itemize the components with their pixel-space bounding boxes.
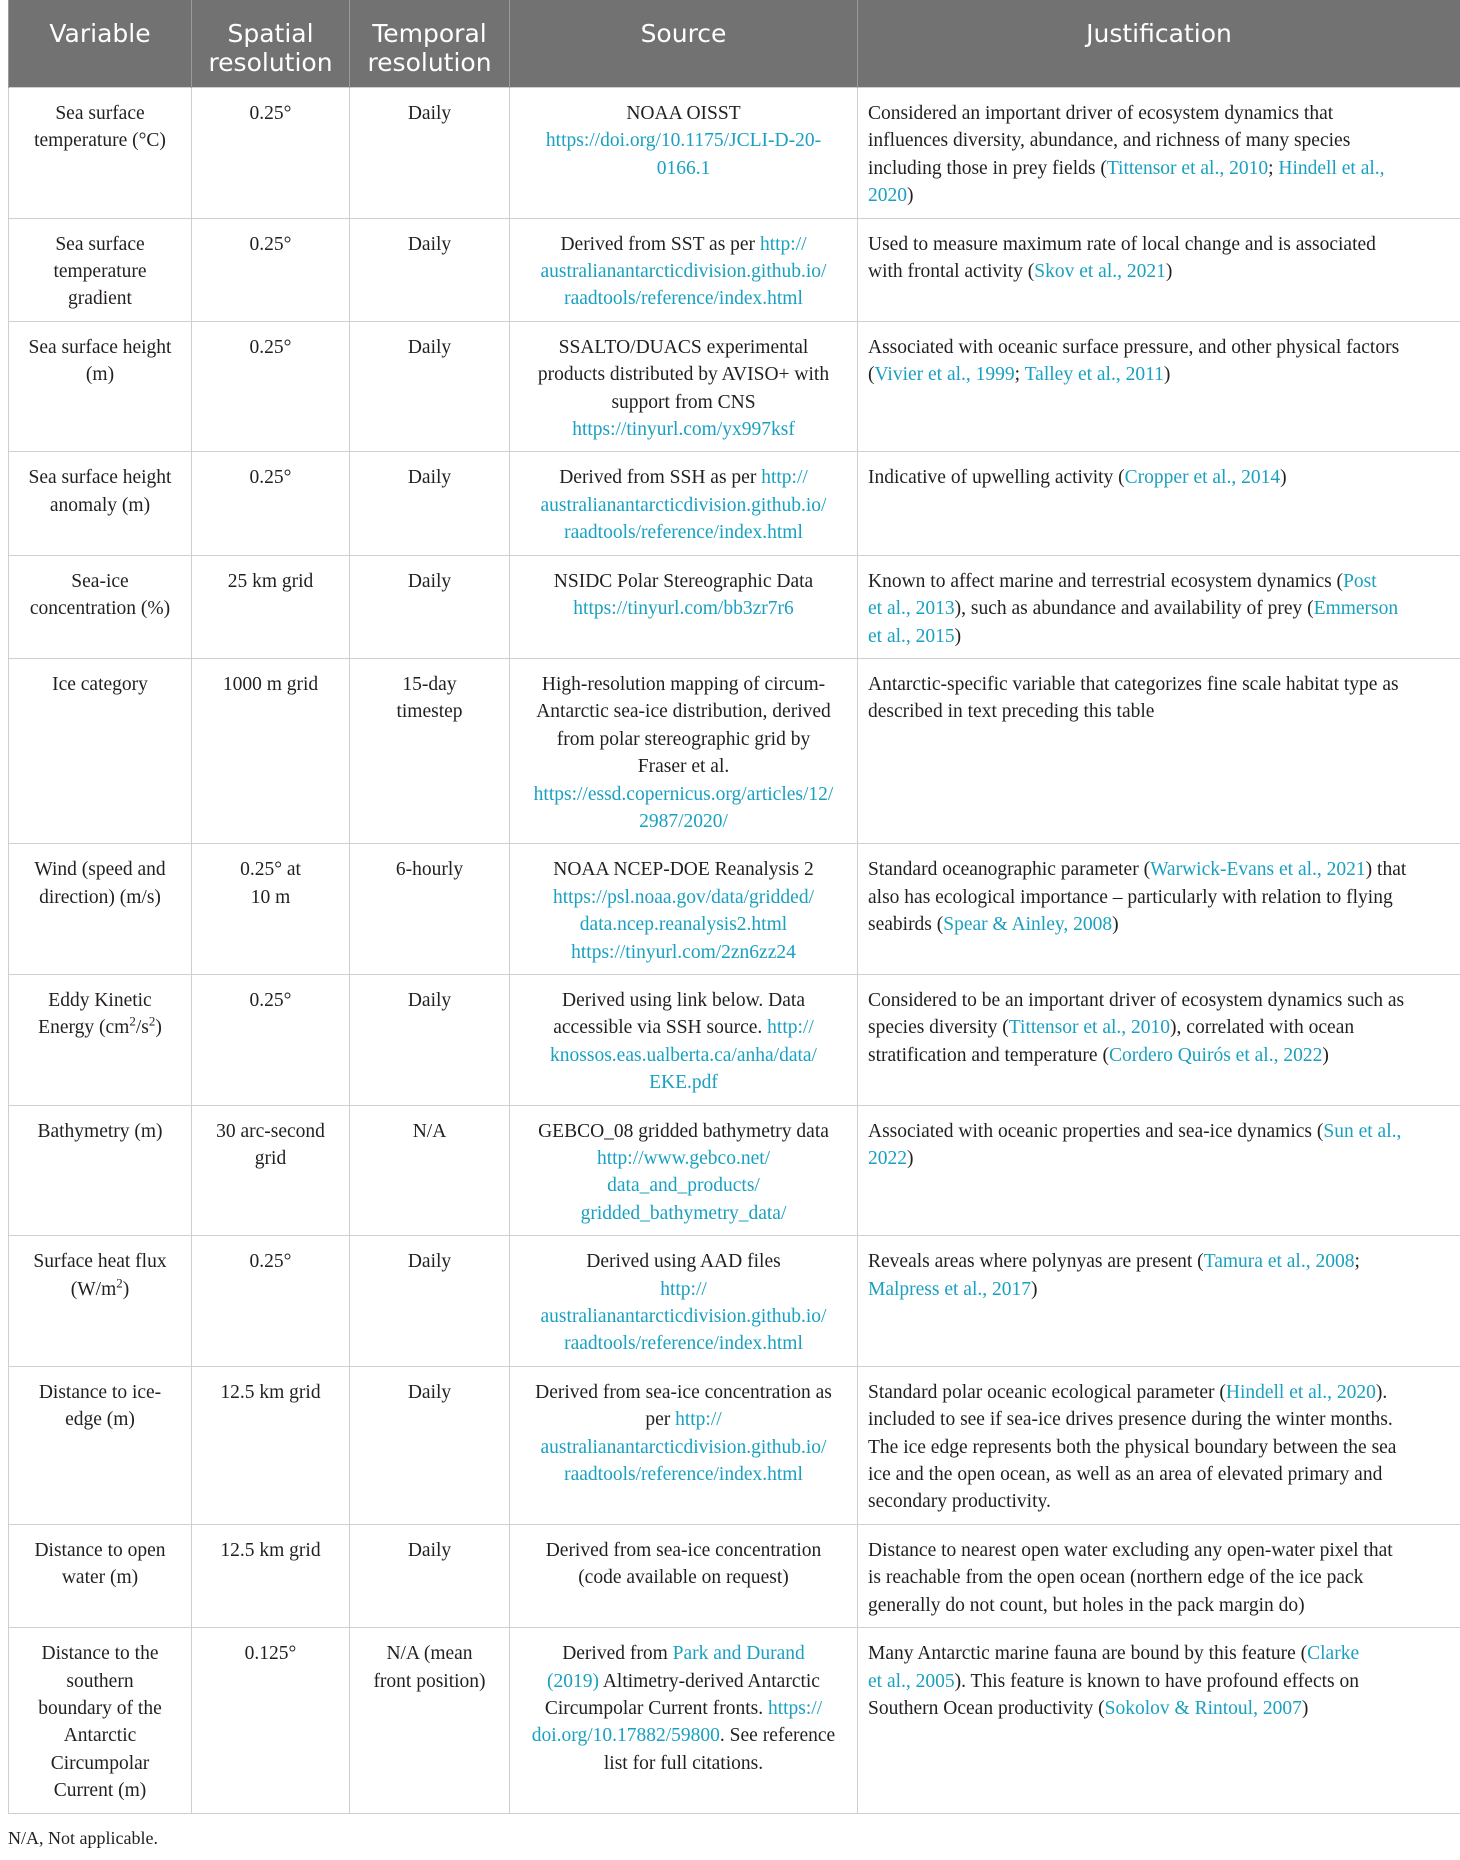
cell-source [510,555,858,658]
cell-spatial-resolution: 0.25° [192,1236,350,1367]
table-footnote: N/A, Not applicable. [8,1828,158,1848]
text-segment: Eddy Kinetic Energy (cm [38,989,152,1039]
text-segment: NOAA NCEP-DOE Reanalysis 2 [553,859,814,881]
text-segment: ) [954,625,962,647]
cell-variable [9,88,192,219]
cell-justification [858,1105,1460,1236]
link[interactable]: Vivier et al., 1999 [874,364,1015,386]
cell-variable [9,658,192,843]
cell-spatial-resolution: 12.5 km grid [192,1366,350,1524]
text-segment: ). included to see if sea-ice drives presence during the winter months. The ice edge represents both the physical boundary between the sea ice and the open ocean, as well as an area of elevated primary and secondary productivity. [868,1381,1397,1513]
cell-justification [858,844,1460,975]
column-header-justification: Justification [858,0,1460,88]
text-segment: SSALTO/DUACS experimental products distributed by AVISO+ with support from CNS [537,336,830,413]
cell-temporal-resolution: Daily [350,452,510,555]
cell-variable [9,974,192,1105]
cell-justification [858,452,1460,555]
cell-justification [858,321,1460,452]
cell-temporal-resolution: N/A (mean front position) [350,1628,510,1813]
text-segment: Associated with oceanic properties and sea-ice dynamics ( [868,1120,1324,1142]
table-row [9,1524,1460,1627]
text-segment: Altimetry-derived Antarctic Circumpolar Current fronts. [544,1670,820,1719]
cell-source [510,1628,858,1813]
cell-source [510,321,858,452]
cell-temporal-resolution: N/A [350,1105,510,1236]
text-segment: ) [1280,467,1287,489]
text-segment: ) [122,1278,130,1300]
column-header-spatial-resolution: Spatial resolution [192,0,350,88]
link[interactable]: https://psl.noaa.gov/data/gridded/ data.ncep.reanalysis2.html https://tinyurl.com/2zn6zz24 [552,886,815,963]
cell-justification [858,218,1460,321]
superscript: 2 [116,1275,123,1291]
text-segment: ), correlated with ocean stratification and temperature ( [868,1017,1355,1066]
link[interactable]: Post et al., 2013 [868,570,1377,620]
link[interactable]: Emmerson et al., 2015 [868,598,1399,647]
text-segment: Distance to ice- edge (m) [38,1381,162,1431]
cell-spatial-resolution: 30 arc-second grid [192,1105,350,1236]
link[interactable]: Cropper et al., 2014 [1124,467,1281,489]
cell-spatial-resolution: 25 km grid [192,555,350,658]
text-segment: Derived from SSH as per [559,467,762,489]
table-row [9,452,1460,555]
table-row [9,88,1460,219]
link[interactable]: Talley et al., 2011 [1024,364,1164,386]
table-row [9,218,1460,321]
cell-variable [9,1366,192,1524]
link[interactable]: https://doi.org/10.1175/JCLI-D-20- 0166.1 [545,130,822,179]
variables-table [8,0,1460,1814]
cell-temporal-resolution: Daily [350,1366,510,1524]
column-header-variable: Variable [9,0,192,88]
text-segment: ) [1322,1044,1329,1066]
link[interactable]: Spear & Ainley, 2008 [943,914,1113,936]
text-segment: GEBCO_08 gridded bathymetry data [538,1120,829,1142]
cell-temporal-resolution: 15-day timestep [350,658,510,843]
text-segment: Distance to the southern boundary of the Antarctic Circumpolar Current (m) [38,1643,162,1802]
superscript: 2 [129,1013,136,1029]
table-row [9,1366,1460,1524]
cell-temporal-resolution: Daily [350,218,510,321]
cell-variable [9,1105,192,1236]
table-row [9,1105,1460,1236]
cell-source [510,452,858,555]
text-segment: NSIDC Polar Stereographic Data [553,570,814,592]
table-row [9,974,1460,1105]
cell-temporal-resolution: Daily [350,555,510,658]
cell-spatial-resolution: 0.25° [192,218,350,321]
cell-source [510,218,858,321]
cell-justification [858,555,1460,658]
cell-spatial-resolution: 0.125° [192,1628,350,1813]
cell-spatial-resolution: 1000 m grid [192,658,350,843]
text-segment: Ice category [52,673,148,695]
link[interactable]: http://www.gebco.net/ data_and_products/ gridded_bathymetry_data/ [580,1148,787,1224]
table-body [9,88,1460,1814]
text-segment: ; [1268,157,1279,179]
text-segment: ) [1031,1278,1038,1300]
text-segment: ). This feature is known to have profound effects on Southern Ocean productivity ( [868,1670,1359,1719]
text-segment: ) [1112,914,1119,936]
link[interactable]: Park and Durand (2019) [547,1643,805,1692]
link[interactable]: https:// doi.org/10.17882/59800 [531,1697,823,1747]
text-segment: ) [155,1017,162,1039]
text-segment: Considered an important driver of ecosystem dynamics that influences diversity, abundance, and richness of many species including those in prey fields ( [868,103,1351,179]
text-segment: Sea surface temperature gradient [53,233,147,310]
text-segment: Indicative of upwelling activity ( [868,467,1125,489]
cell-justification [858,658,1460,843]
text-segment: NOAA OISST [626,103,741,124]
link[interactable]: http:// australianantarcticdivision.github.io/ raadtools/reference/index.html [540,1278,827,1355]
cell-source [510,88,858,219]
cell-spatial-resolution: 12.5 km grid [192,1524,350,1627]
cell-variable [9,1628,192,1813]
cell-temporal-resolution: Daily [350,321,510,452]
cell-justification [858,1524,1460,1627]
table-row [9,555,1460,658]
text-segment: ) [907,185,914,207]
text-segment: ; [1354,1251,1360,1273]
table-row [9,844,1460,975]
cell-temporal-resolution: 6-hourly [350,844,510,975]
cell-temporal-resolution: Daily [350,1236,510,1367]
text-segment: ) [1301,1697,1309,1719]
text-segment: ) [1163,364,1171,386]
link[interactable]: Sun et al., 2022 [868,1120,1402,1169]
cell-source [510,974,858,1105]
text-segment: Surface heat flux (W/m [33,1251,167,1300]
superscript: 2 [148,1013,156,1029]
table-header-row [9,0,1460,88]
link[interactable]: Tittensor et al., 2010 [1008,1017,1171,1039]
text-segment: ) that also has ecological importance – particularly with relation to flying seabirds ( [868,859,1407,936]
cell-justification [858,1366,1460,1524]
link[interactable]: Clarke et al., 2005 [868,1643,1360,1692]
table-row [9,321,1460,452]
text-segment: Sea-ice concentration (%) [29,570,171,620]
link[interactable]: Sokolov & Rintoul, 2007 [1104,1697,1302,1719]
link[interactable]: Hindell et al., 2020 [1225,1381,1376,1403]
link[interactable]: http:// australianantarcticdivision.github.io/ raadtools/reference/index.html [540,1409,827,1486]
cell-variable [9,1524,192,1627]
link[interactable]: Warwick-Evans et al., 2021 [1150,859,1366,881]
cell-source [510,844,858,975]
link[interactable]: Tamura et al., 2008 [1203,1251,1355,1273]
text-segment: Used to measure maximum rate of local change and is associated with frontal activity ( [868,233,1376,283]
text-segment: ) [907,1148,914,1169]
table-row [9,658,1460,843]
cell-source [510,1236,858,1367]
text-segment: Associated with oceanic surface pressure, and other physical factors ( [868,336,1400,386]
text-segment: Many Antarctic marine fauna are bound by this feature ( [868,1643,1308,1665]
link[interactable]: https://essd.copernicus.org/articles/12/ 2987/2020/ [533,783,834,832]
table-row [9,1236,1460,1367]
link[interactable]: Tittensor et al., 2010 [1106,157,1269,179]
link[interactable]: http:// australianantarcticdivision.github.io/ raadtools/reference/index.html [540,467,827,544]
cell-variable [9,218,192,321]
link[interactable]: Cordero Quirós et al., 2022 [1108,1044,1323,1066]
text-segment: ), such as abundance and availability of prey ( [954,598,1314,620]
cell-justification [858,88,1460,219]
text-segment: Sea surface temperature (°C) [34,103,166,152]
cell-source [510,1366,858,1524]
text-segment: Derived from sea-ice concentration (code available on request) [545,1539,822,1589]
text-segment: Derived using AAD files [586,1251,781,1273]
link[interactable]: http:// knossos.eas.ualberta.ca/anha/data/ EKE.pdf [550,1017,817,1094]
text-segment: Sea surface height (m) [28,336,172,386]
text-segment: /s [135,1017,149,1039]
text-segment: Sea surface height anomaly (m) [28,467,172,516]
cell-source [510,1524,858,1627]
table-row [9,1628,1460,1813]
cell-justification [858,974,1460,1105]
column-header-temporal-resolution: Temporal resolution [350,0,510,88]
text-segment: Derived from [562,1643,673,1665]
text-segment: ) [1165,261,1173,283]
cell-variable [9,452,192,555]
cell-justification [858,1628,1460,1813]
cell-temporal-resolution: Daily [350,88,510,219]
text-segment: Bathymetry (m) [37,1120,163,1142]
cell-variable [9,555,192,658]
cell-source [510,1105,858,1236]
text-segment: Wind (speed and direction) (m/s) [34,859,166,908]
text-segment: Reveals areas where polynyas are present ( [868,1251,1204,1273]
cell-spatial-resolution: 0.25° [192,452,350,555]
column-header-source: Source [510,0,858,88]
text-segment: High-resolution mapping of circum- Antarctic sea-ice distribution, derived from polar stereographic grid by Fraser et al. [536,673,831,778]
text-segment: Known to affect marine and terrestrial ecosystem dynamics ( [868,570,1344,592]
cell-temporal-resolution: Daily [350,974,510,1105]
text-segment: Distance to nearest open water excluding any open-water pixel that is reachable from the open ocean (northern edge of the ice pack generally do not count, but holes in the pack margin do) [868,1539,1393,1616]
cell-temporal-resolution: Daily [350,1524,510,1627]
text-segment: Distance to open water (m) [34,1539,166,1589]
cell-spatial-resolution: 0.25° [192,88,350,219]
link[interactable]: https://tinyurl.com/bb3zr7r6 [573,598,794,620]
text-segment: Derived from sea-ice concentration as per [535,1381,832,1431]
cell-source [510,658,858,843]
text-segment: Derived from SST as per [560,233,760,255]
cell-variable [9,1236,192,1367]
link[interactable]: https://tinyurl.com/yx997ksf [572,419,795,441]
link[interactable]: Malpress et al., 2017 [868,1278,1032,1300]
text-segment: Antarctic-specific variable that categorizes fine scale habitat type as described in text preceding this table [868,673,1399,723]
text-segment: Derived using link below. Data accessible via SSH source. [553,989,805,1039]
link[interactable]: Skov et al., 2021 [1034,261,1166,283]
cell-spatial-resolution: 0.25° at 10 m [192,844,350,975]
link[interactable]: http:// australianantarcticdivision.github.io/ raadtools/reference/index.html [540,233,827,310]
text-segment: Considered to be an important driver of ecosystem dynamics such as species diversity ( [868,989,1405,1039]
link[interactable]: Hindell et al., 2020 [868,157,1385,207]
text-segment: Standard polar oceanic ecological parameter ( [868,1381,1226,1403]
cell-spatial-resolution: 0.25° [192,974,350,1105]
text-segment: ; [1014,364,1025,386]
cell-variable [9,844,192,975]
cell-justification [858,1236,1460,1367]
cell-variable [9,321,192,452]
text-segment: Standard oceanographic parameter ( [868,859,1151,881]
text-segment: . See reference list for full citations. [603,1725,836,1774]
cell-spatial-resolution: 0.25° [192,321,350,452]
